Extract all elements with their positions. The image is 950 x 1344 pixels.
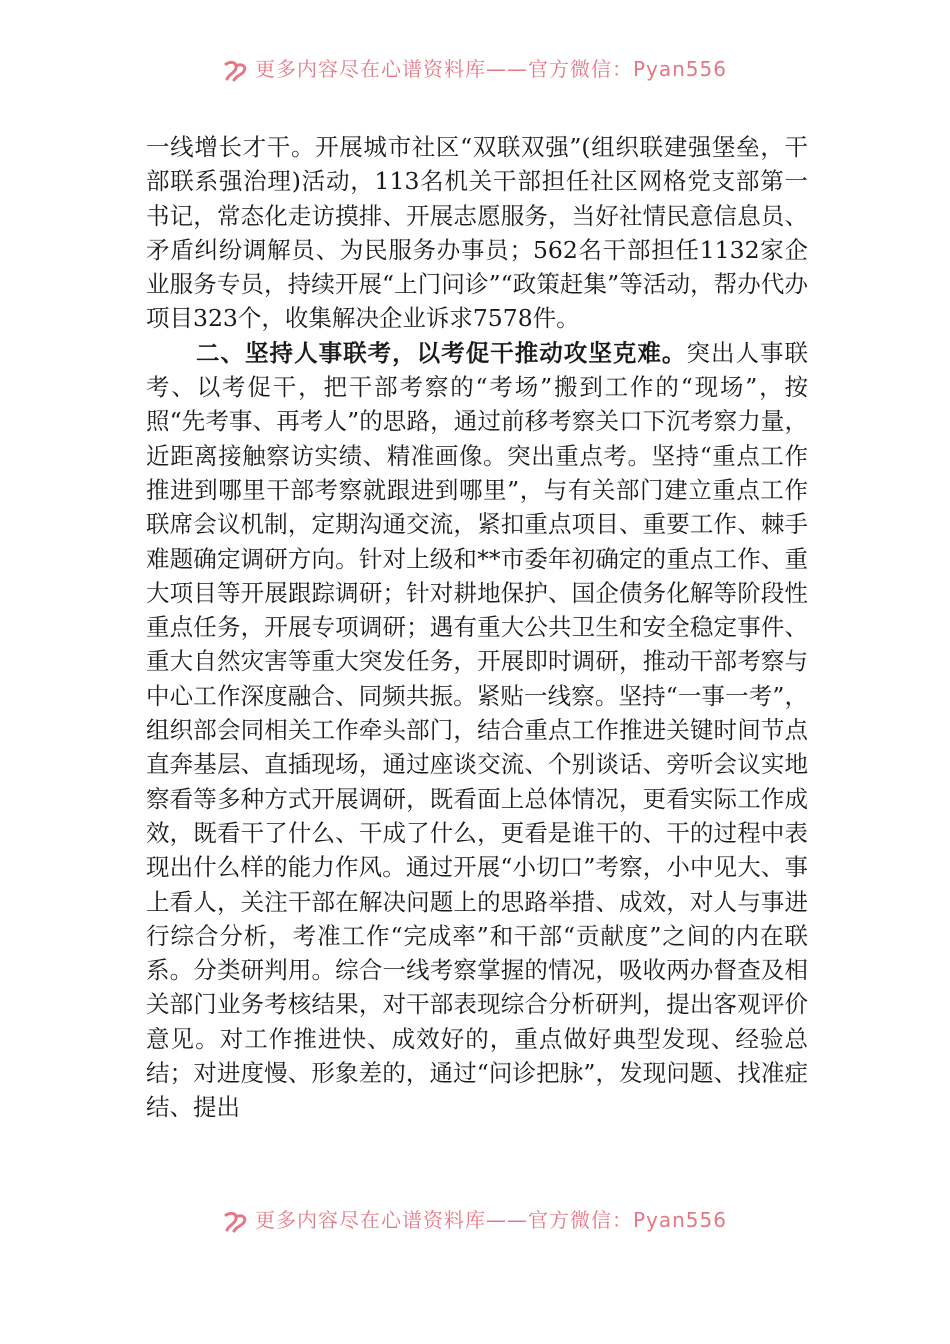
- document-body: [146, 130, 808, 1125]
- footer-watermark: [0, 1207, 950, 1233]
- logo-mark-icon: [223, 60, 249, 82]
- section-body: 突出人事联考、以考促干，把干部考察的“考场”搬到工作的“现场”，按照“先考事、再考人”的思路，通过前移考察关口下沉考察力量，近距离接触察访实绩、精准画像。突出重点考。坚持“重点工作推进到哪里干部考察就跟进到哪里”，与有关部门建立重点工作联席会议机制，定期沟通交流，紧扣重点项目、重要工作、棘手难题确定调研方向。针对上级和**市委年初确定的重点工作、重大项目等开展跟踪调研；针对耕地保护、国企债务化解等阶段性重点任务，开展专项调研；遇有重大公共卫生和安全稳定事件、重大自然灾害等重大突发任务，开展即时调研，推动干部考察与中心工作深度融合、同频共振。紧贴一线察。坚持“一事一考”，组织部会同相关工作牵头部门，结合重点工作推进关键时间节点直奔基层、直插现场，通过座谈交流、个别谈话、旁听会议实地察看等多种方式开展调研，既看面上总体情况，更看实际工作成效，既看干了什么、干成了什么，更看是谁干的、干的过程中表现出什么样的能力作风。通过开展“小切口”考察，小中见大、事上看人，关注干部在解决问题上的思路举措、成效，对人与事进行综合分析，考准工作“完成率”和干部“贡献度”之间的内在联系。分类研判用。综合一线考察掌握的情况，吸收两办督查及相关部门业务考核结果，对干部表现综合分析研判，提出客观评价意见。对工作推进快、成效好的，重点做好典型发现、经验总结；对进度慢、形象差的，通过“问诊把脉”，发现问题、找准症结、提出: [146, 338, 809, 1122]
- watermark-text: 更多内容尽在心谱资料库——官方微信：Pyan556: [254, 57, 727, 81]
- logo-mark-icon: [223, 1211, 249, 1233]
- header-watermark: [0, 56, 950, 82]
- paragraph-continued: 一线增长才干。开展城市社区“双联双强”(组织联建强堡垒，干部联系强治理)活动，113名机关干部担任社区网格党支部第一书记，常态化走访摸排、开展志愿服务，当好社情民意信息员、矛盾纠纷调解员、为民服务办事员；562名干部担任1132家企业服务专员，持续开展“上门问诊”“政策赶集”等活动，帮办代办项目323个，收集解决企业诉求7578件。: [146, 133, 808, 333]
- section-heading: 二、坚持人事联考，以考促干推动攻坚克难。: [196, 338, 687, 367]
- paragraph-section-two: [146, 336, 808, 1125]
- watermark-text: 更多内容尽在心谱资料库——官方微信：Pyan556: [254, 1208, 727, 1232]
